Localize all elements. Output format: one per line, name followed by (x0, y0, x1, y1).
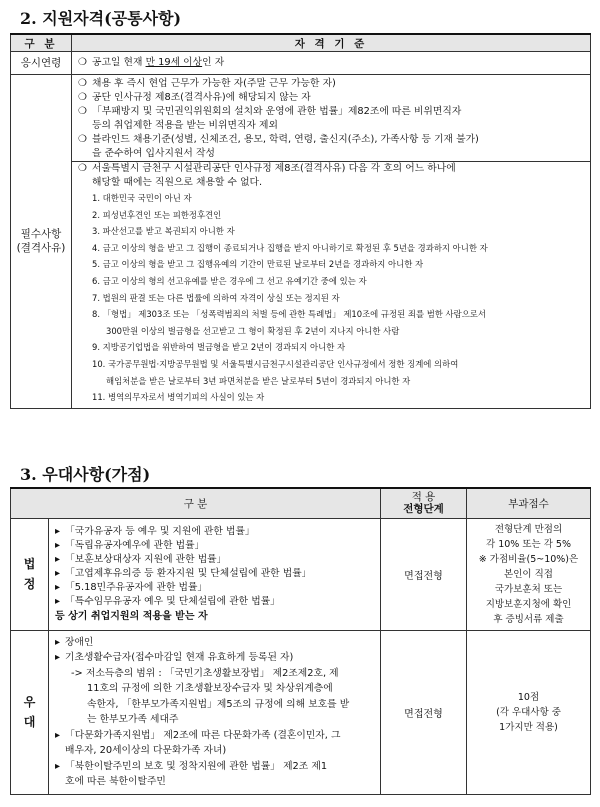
triangle-bullet-icon: ▸ (55, 636, 61, 648)
header-category: 구 분 (11, 34, 72, 52)
header-stage: 적 용 전형단계 (381, 488, 467, 518)
requirement-line: 등의 취업제한 적용을 받는 비위면직자 제외 (92, 120, 278, 131)
legal-content (49, 518, 381, 630)
requirement-text (92, 162, 456, 190)
disqualification-item: 6. 금고 이상의 형의 선고유예를 받은 경우에 그 선고 유예기간 중에 있는 자 (92, 275, 367, 286)
preferred-item (55, 650, 376, 728)
requirement-line: 공단 인사규정 제8조(결격사유)에 해당되지 않는 자 (92, 92, 311, 103)
preferred-item (55, 759, 376, 790)
section2-title: 2. 지원자격(공통사항) (20, 9, 182, 28)
disqualification-item: 10. 국가공무원법·지방공무원법 및 서울특별시금천구시설관리공단 인사규정에서 정한 징계에 의하여 (92, 358, 459, 369)
circle-bullet-icon: ❍ (78, 106, 87, 117)
required-label: 필수사항 (결격사유) (11, 75, 72, 409)
preferred-line: 「다문화가족지원법」 제2조에 따른 다문화가족 (결혼이민자, 그 (65, 729, 341, 741)
triangle-bullet-icon: ▸ (55, 525, 61, 537)
requirement-line: 블라인드 채용기준(성별, 신체조건, 용모, 학력, 연령, 출신지(주소), 가족사항 등 기재 불가) (92, 134, 479, 145)
preferred-item (55, 635, 376, 651)
requirement-line: 해당할 때에는 직원으로 채용할 수 없다. (92, 177, 263, 188)
preferred-score: 10점 (각 우대사항 중 1가지만 적용) (467, 630, 591, 794)
requirement-line: 서울특별시 금천구 시설관리공단 인사규정 제8조(결격사유) 다음 각 호의 어느 하나에 (92, 163, 456, 174)
disqualification-item: 9. 지방공기업법을 위반하여 벌금형을 받고 2년이 경과되지 아니한 자 (92, 342, 346, 353)
preferred-item-text (65, 759, 327, 790)
circle-bullet-icon: ❍ (78, 163, 87, 174)
score-line: ※ 가점비율(5~10%)은 (478, 553, 579, 565)
preferred-item-text (65, 728, 340, 759)
score-line: 전형단계 만점의 (494, 523, 563, 535)
age-text: 공고일 현재 만 19세 이상인 자 (92, 57, 225, 68)
requirement-line: 을 준수하여 입사지원서 작성 (92, 148, 215, 159)
section3-title: 3. 우대사항(가점) (20, 465, 151, 484)
disqualification-item: 4. 금고 이상의 형을 받고 그 집행이 종료되거나 집행을 받지 아니하기로 확정된 후 5년을 경과하지 아니한 자 (92, 242, 488, 253)
score-line: 국가보훈처 또는 (494, 583, 563, 595)
disqualification-item: 1. 대한민국 국민이 아닌 자 (92, 193, 192, 203)
header-criteria: 자 격 기 준 (72, 34, 591, 52)
requirement-text (92, 91, 311, 105)
disqualification-item: 2. 피성년후견인 또는 피한정후견인 (92, 209, 222, 220)
age-row (11, 52, 591, 75)
legal-item (55, 581, 376, 595)
triangle-bullet-icon: ▸ (55, 553, 61, 565)
disqualification-item: 8. 「형법」 제303조 또는 「성폭력범죄의 처벌 등에 관한 특례법」 제10조에 규정된 죄를 범한 사람으로서 (92, 309, 486, 320)
legal-footer: 등 상기 취업지원의 적용을 받는 자 (55, 610, 208, 622)
requirement-text (92, 133, 479, 161)
score-line: 각 10% 또는 각 5% (486, 538, 571, 550)
disqualification-item: 300만원 이상의 벌금형을 선고받고 그 형이 확정된 후 2년이 지나지 아니한 사람 (106, 325, 400, 336)
legal-label: 법 정 (11, 518, 49, 630)
preferred-line: 배우자, 20세이상의 다문화가족 자녀) (65, 745, 227, 756)
legal-row (11, 518, 591, 630)
age-content (72, 52, 591, 75)
triangle-bullet-icon: ▸ (55, 595, 61, 607)
score-line: 본인이 직접 (504, 568, 553, 580)
qualification-table (10, 33, 591, 409)
preferred-stage: 면접전형 (381, 630, 467, 794)
preference-header-row (11, 488, 591, 518)
preferred-subline: 속한자, 「한부모가족지원법」제5조의 규정에 의해 보호를 받 (87, 698, 350, 710)
triangle-bullet-icon: ▸ (55, 567, 61, 579)
score-line: 지방보훈지청에 확인 (485, 598, 572, 610)
legal-score (467, 518, 591, 630)
disqualification-item: 해임처분을 받은 날로부터 3년 파면처분을 받은 날로부터 5년이 경과되지 아니한 자 (106, 375, 411, 386)
preferred-line: 호에 따른 북한이탈주민 (65, 776, 166, 787)
legal-item (55, 539, 376, 553)
score-line: 후 증빙서류 제출 (493, 613, 564, 625)
preferred-line: 기초생활수급자(접수마감일 현재 유효하게 등록된 자) (65, 652, 294, 663)
legal-item-text: 「국가유공자 등 예우 및 지원에 관한 법률」 (65, 525, 255, 537)
triangle-bullet-icon: ▸ (55, 760, 61, 772)
legal-item (55, 553, 376, 567)
required-content (72, 75, 591, 409)
requirement-item (78, 91, 586, 105)
circle-bullet-icon: ❍ (78, 78, 87, 89)
legal-item (55, 595, 376, 609)
triangle-bullet-icon: ▸ (55, 652, 61, 663)
header-score: 부과점수 (467, 488, 591, 518)
requirement-text (92, 105, 461, 133)
age-label: 응시연령 (11, 52, 72, 75)
requirement-line: 채용 후 즉시 현업 근무가 가능한 자(주말 근무 가능한 자) (92, 78, 336, 89)
preferred-item (55, 728, 376, 759)
disqualification-item: 7. 법원의 판결 또는 다른 법률에 의하여 자격이 상실 또는 정지된 자 (92, 292, 340, 303)
legal-item-text: 「보훈보상대상자 지원에 관한 법률」 (65, 553, 227, 565)
circle-bullet-icon: ❍ (78, 92, 87, 103)
preferred-content (49, 630, 381, 794)
disqualification-item: 3. 파산선고를 받고 복권되지 아니한 자 (92, 226, 235, 237)
preferred-subline: 는 한부모가족 세대주 (87, 714, 179, 725)
disqualification-item: 5. 금고 이상의 형을 받고 그 집행유예의 기간이 만료된 날로부터 2년을 경과하지 아니한 자 (92, 259, 424, 270)
circle-bullet-icon: ❍ (78, 134, 87, 145)
requirement-item (78, 162, 586, 190)
qualification-header-row (11, 34, 591, 52)
requirement-item (78, 77, 586, 91)
requirement-line: 「부패방지 및 국민권익위원회의 설치와 운영에 관한 법률」제82조에 따른 비위면직자 (92, 106, 462, 117)
requirement-item (78, 105, 586, 133)
preferred-item-text (65, 650, 349, 728)
requirement-item (78, 133, 586, 161)
preferred-line: 장애인 (65, 636, 94, 648)
legal-item (55, 567, 376, 581)
preferred-line: 「북한이탈주민의 보호 및 정착지원에 관한 법률」 제2조 제1 (65, 760, 328, 772)
legal-item-text: 「고엽제후유의증 등 환자지원 및 단체설립에 관한 법률」 (65, 567, 312, 579)
preferred-label: 우 대 (11, 630, 49, 794)
legal-item-text: 「독립유공자예우에 관한 법률」 (65, 539, 205, 551)
preference-table (10, 487, 591, 795)
preferred-item-text (65, 635, 93, 651)
legal-item-text: 「5.18민주유공자에 관한 법률」 (65, 581, 208, 593)
preferred-subline: -> 저소득층의 범위 : 「국민기초생활보장법」 제2조제2호, 제 (71, 667, 339, 679)
header-category: 구 분 (11, 488, 381, 518)
preferred-subline: 11호의 규정에 의한 기초생활보장수급자 및 차상위계층에 (87, 683, 333, 694)
disqualification-item: 11. 병역의무자로서 병역기피의 사실이 있는 자 (92, 392, 265, 403)
triangle-bullet-icon: ▸ (55, 729, 61, 741)
required-row (11, 75, 591, 409)
preferred-row (11, 630, 591, 794)
legal-stage: 면접전형 (381, 518, 467, 630)
triangle-bullet-icon: ▸ (55, 539, 61, 551)
requirement-text (92, 77, 336, 91)
legal-item-text: 「특수임무유공자 예우 및 단체설립에 관한 법률」 (65, 595, 280, 607)
triangle-bullet-icon: ▸ (55, 581, 61, 593)
legal-item (55, 525, 376, 539)
circle-bullet-icon: ❍ (78, 57, 87, 68)
